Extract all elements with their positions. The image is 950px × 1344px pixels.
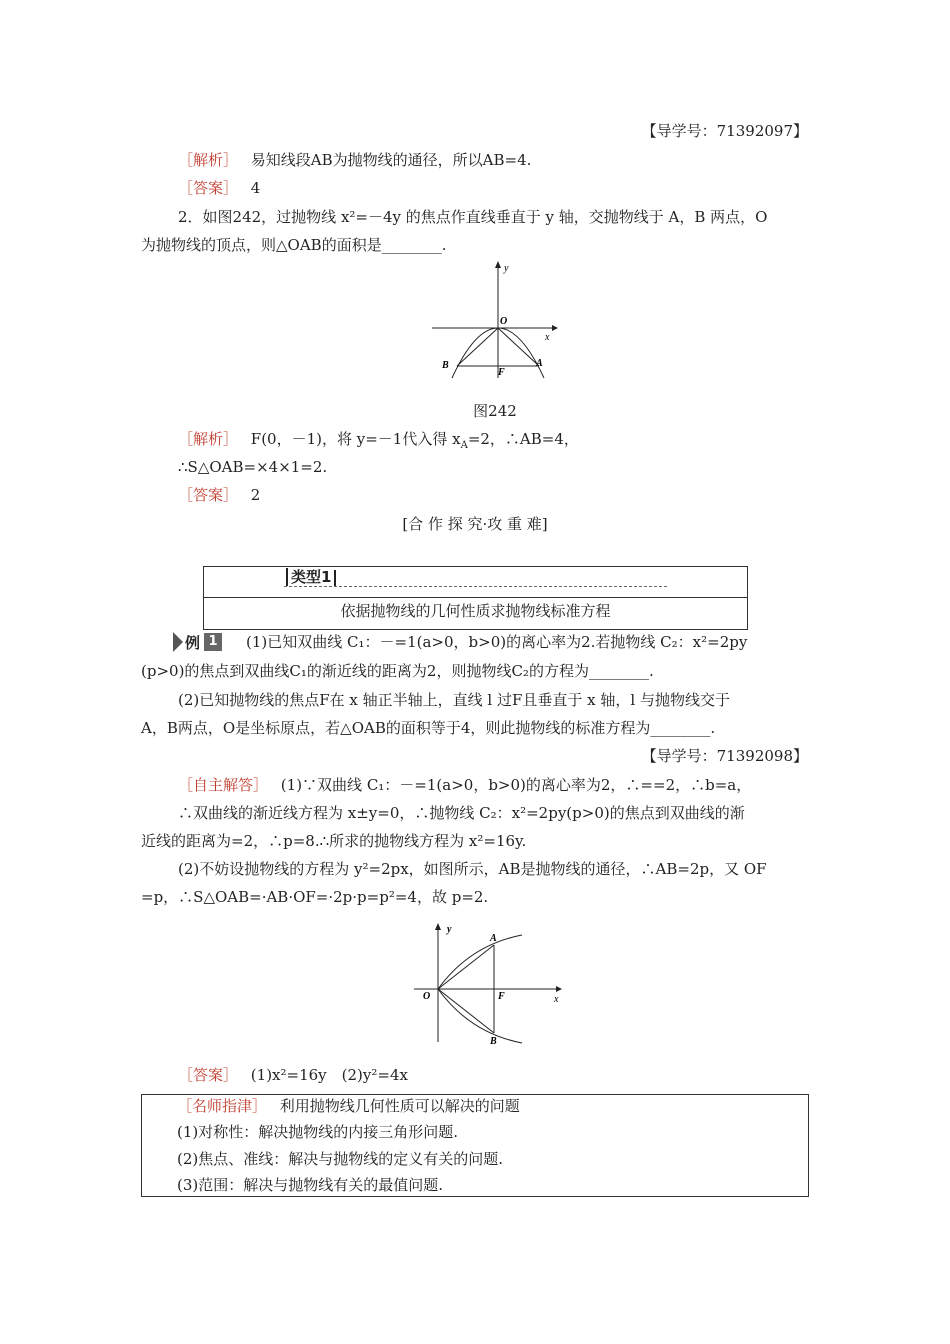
example-answer-text: (1)x²=16y (2)y²=4x (250, 1066, 408, 1084)
self-solution-tag: ［自主解答］ (178, 776, 269, 794)
label-A: A (490, 933, 497, 944)
example-1-line-2: (p>0)的焦点到双曲线C₁的渐近线的距离为2，则抛物线C₂的方程为________. (141, 662, 654, 680)
label-F: F (498, 367, 505, 378)
figure-caption: 图242 (473, 402, 517, 420)
label-B: B (490, 1036, 497, 1045)
q2-answer-row (178, 485, 260, 505)
tip-item: (3)范围：解决与抛物线有关的最值问题. (177, 1176, 444, 1194)
label-x: x (545, 332, 550, 343)
label-y: y (504, 263, 509, 274)
analysis-text: 易知线段AB为抛物线的通径，所以AB=4. (250, 151, 532, 169)
tip-item: (1)对称性：解决抛物线的内接三角形问题. (177, 1123, 459, 1141)
label-O: O (423, 991, 431, 1002)
solution-line-1: ［自主解答］ (1)∵双曲线 C₁：－=1(a>0，b>0)的离心率为2，∴==2，∴b=a， (178, 776, 752, 794)
q2-analysis-sub: A (460, 440, 468, 451)
answer-text: 4 (250, 179, 261, 197)
label-y: y (447, 924, 452, 935)
q2-analysis-text: F(0，－1)，将 y=－1代入得 x (250, 430, 461, 448)
analysis-row (178, 150, 531, 170)
parabola-figure-242 (430, 258, 560, 383)
type-label: 类型1 (286, 568, 336, 586)
example-2-line-2: A，B两点，O是坐标原点，若△OAB的面积等于4，则此抛物线的标准方程为________. (141, 719, 716, 737)
solution-line-4: (2)不妨设抛物线的方程为 y²=2px，如图所示，AB是抛物线的通径，∴AB=2p，又 OF (178, 860, 767, 878)
type-title: 依据抛物线的几何性质求抛物线标准方程 (340, 602, 611, 620)
q2-analysis-row (178, 429, 579, 449)
example-badge: 例 1 (173, 632, 233, 652)
solution-line-2: ∴双曲线的渐近线方程为 x±y=0，∴抛物线 C₂：x²=2py(p>0)的焦点到双曲线的渐 (178, 804, 745, 822)
analysis-tag: ［解析］ (178, 430, 239, 448)
example-1-line-1: (1)已知双曲线 C₁：－=1(a>0，b>0)的离心率为2.若抛物线 C₂：x²=2py (246, 633, 748, 651)
example-answer-row (178, 1065, 408, 1085)
label-B: B (442, 360, 449, 371)
q2-analysis-end: =2，∴AB=4， (467, 430, 579, 448)
label-x: x (554, 994, 559, 1005)
teacher-tip-box (141, 1094, 809, 1197)
guide-number-2: 【导学号：71392098】 (641, 747, 808, 765)
answer-tag: ［答案］ (178, 179, 239, 197)
q2-answer-text: 2 (250, 486, 261, 504)
label-A: A (536, 358, 543, 369)
section-title: [合 作 探 究·攻 重 难] (402, 515, 548, 533)
tip-item: (2)焦点、准线：解决与抛物线的定义有关的问题. (177, 1150, 504, 1168)
label-F: F (498, 991, 505, 1002)
answer-row (178, 178, 260, 198)
label-O: O (500, 316, 508, 327)
parabola-figure-2 (410, 920, 570, 1045)
example-2-line-1: (2)已知抛物线的焦点F在 x 轴正半轴上，直线 l 过F且垂直于 x 轴，l 与抛物线交于 (178, 691, 730, 709)
question-2-line-2: 为抛物线的顶点，则△OAB的面积是________. (141, 236, 447, 254)
guide-number: 【导学号：71392097】 (641, 122, 808, 140)
tip-title: 利用抛物线几何性质可以解决的问题 (279, 1097, 520, 1115)
solution-line-3: 近线的距离为=2，∴p=8.∴所求的抛物线方程为 x²=16y. (141, 832, 527, 850)
tip-tag: ［名师指津］ (177, 1097, 268, 1115)
answer-tag: ［答案］ (178, 1066, 239, 1084)
type-box (203, 566, 748, 630)
tip-title-row (177, 1096, 520, 1116)
solution-line-5: =p，∴S△OAB=·AB·OF=·2p·p=p²=4，故 p=2. (141, 888, 489, 906)
question-2-line-1: 2．如图242，过抛物线 x²=－4y 的焦点作直线垂直于 y 轴，交抛物线于 A，B 两点，O (178, 208, 768, 226)
q2-analysis-line-2: ∴S△OAB=×4×1=2. (178, 458, 328, 476)
analysis-tag: ［解析］ (178, 151, 239, 169)
answer-tag: ［答案］ (178, 486, 239, 504)
